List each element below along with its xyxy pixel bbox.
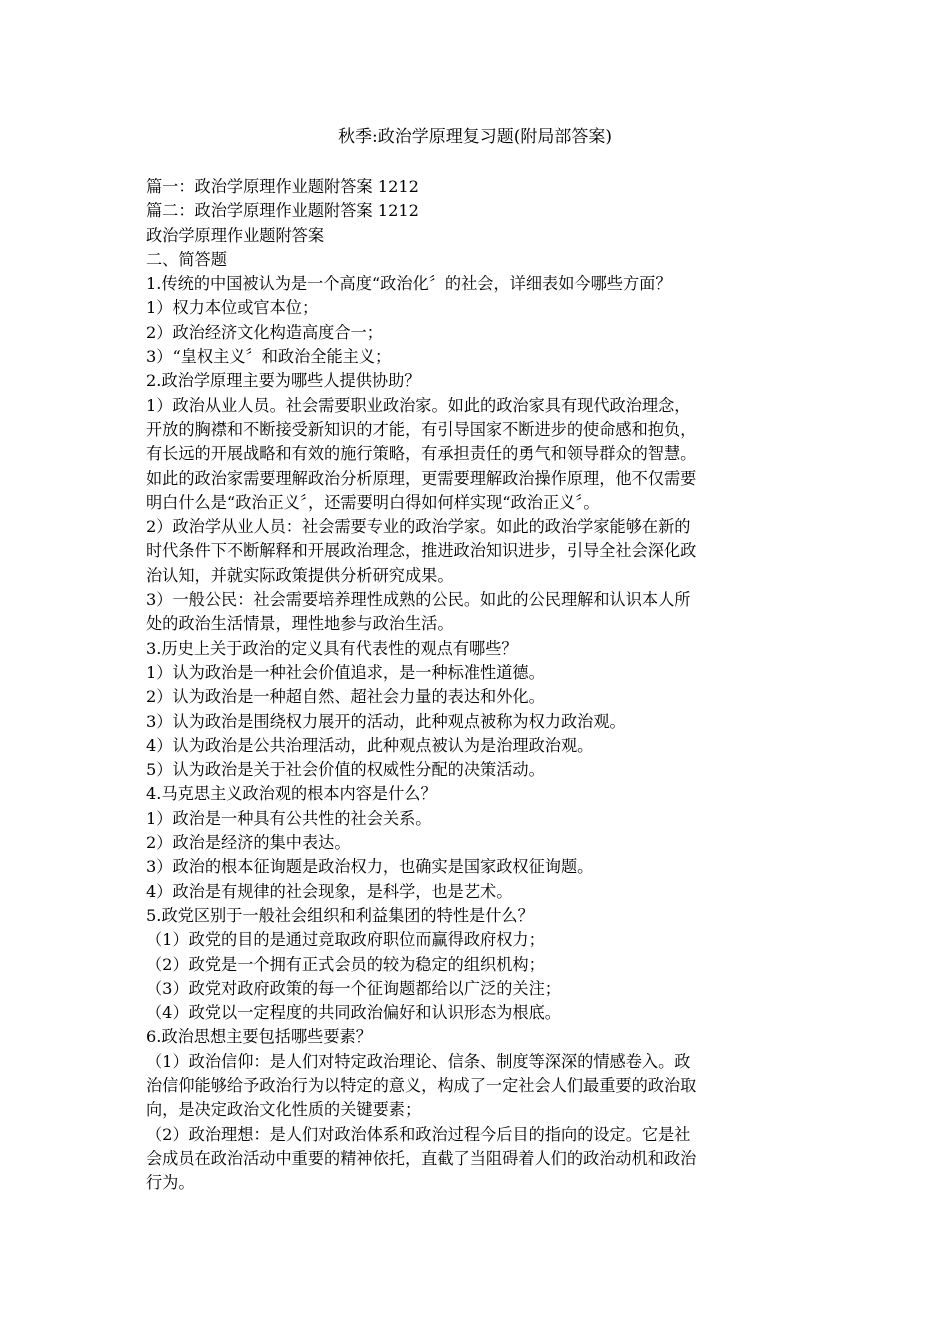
text-line: 明白什么是“政治正义〞，还需要明白得如何样实现“政治正义〞。 — [146, 492, 600, 512]
text-line: 治信仰能够给予政治行为以特定的意义，构成了一定社会人们最重要的政治取 — [146, 1075, 697, 1095]
text-line: 6.政治思想主要包括哪些要素？ — [146, 1027, 372, 1047]
text-line: 1.传统的中国被认为是一个高度“政治化〞的社会，详细表如今哪些方面？ — [146, 274, 672, 294]
text-line: （2）政治理想：是人们对政治体系和政治过程今后目的指向的设定。它是社 — [146, 1124, 691, 1144]
text-line: 行为。 — [146, 1173, 195, 1193]
text-line: （3）政党对政府政策的每一个征询题都给以广泛的关注； — [146, 978, 561, 998]
text-line: 向，是决定政治文化性质的关键要素； — [146, 1100, 422, 1120]
text-line: 3）政治的根本征询题是政治权力，也确实是国家政权征询题。 — [146, 857, 594, 877]
text-line: （1）政治信仰：是人们对特定政治理论、信条、制度等深深的情感卷入。政 — [146, 1051, 691, 1071]
text-line: 会成员在政治活动中重要的精神依托，直截了当阻碍着人们的政治动机和政治 — [146, 1148, 697, 1168]
text-line: 处的政治生活情景，理性地参与政治生活。 — [146, 614, 454, 634]
text-line: 1）认为政治是一种社会价值追求，是一种标准性道德。 — [146, 662, 545, 682]
text-line: 4.马克思主义政治观的根本内容是什么？ — [146, 784, 437, 804]
text-line: 时代条件下不断解释和开展政治理念，推进政治知识进步，引导全社会深化政 — [146, 541, 697, 561]
text-line: 篇一：政治学原理作业题附答案 1212 — [146, 177, 419, 196]
text-line: 3）认为政治是围绕权力展开的活动，此种观点被称为权力政治观。 — [146, 711, 626, 731]
text-line: 3.历史上关于政治的定义具有代表性的观点有哪些？ — [146, 638, 518, 658]
text-line: （4）政党以一定程度的共同政治偏好和认识形态为根底。 — [146, 1003, 561, 1023]
text-line: 开放的胸襟和不断接受新知识的才能，有引导国家不断进步的使命感和抱负， — [146, 419, 697, 439]
text-line: 2.政治学原理主要为哪些人提供协助？ — [146, 371, 421, 391]
text-line: 2）政治经济文化构造高度合一； — [146, 322, 383, 342]
text-line: （2）政党是一个拥有正式会员的较为稳定的组织机构； — [146, 954, 545, 974]
text-line: 有长远的开展战略和有效的施行策略，有承担责任的勇气和领导群众的智慧。 — [146, 444, 697, 464]
text-line: （1）政党的目的是通过竞取政府职位而赢得政府权力； — [146, 930, 545, 950]
document-title: 秋季:政治学原理复习题(附局部答案) — [338, 127, 612, 147]
text-line: 4）政治是有规律的社会现象，是科学，也是艺术。 — [146, 881, 513, 901]
text-line: 1）政治是一种具有公共性的社会关系。 — [146, 808, 432, 828]
text-line: 3）“皇权主义〞和政治全能主义； — [146, 347, 392, 367]
text-line: 2）政治学从业人员：社会需要专业的政治学家。如此的政治学家能够在新的 — [146, 517, 691, 537]
text-line: 5）认为政治是关于社会价值的权威性分配的决策活动。 — [146, 760, 545, 780]
text-line: 3）一般公民：社会需要培养理性成熟的公民。如此的公民理解和认识本人所 — [146, 590, 691, 610]
text-line: 2）政治是经济的集中表达。 — [146, 833, 351, 853]
text-line: 篇二：政治学原理作业题附答案 1212 — [146, 201, 419, 221]
text-line: 1）政治从业人员。社会需要职业政治家。如此的政治家具有现代政治理念， — [146, 395, 691, 415]
document-body — [146, 175, 806, 1195]
text-line: 2）认为政治是一种超自然、超社会力量的表达和外化。 — [146, 687, 545, 707]
text-line: 如此的政治家需要理解政治分析原理，更需要理解政治操作原理，他不仅需要 — [146, 468, 697, 488]
text-line: 1）权力本位或官本位； — [146, 298, 319, 318]
text-line: 治认知，并就实际政策提供分析研究成果。 — [146, 565, 454, 585]
text-line: 二、简答题 — [146, 249, 227, 269]
text-line: 4）认为政治是公共治理活动，此种观点被认为是治理政治观。 — [146, 735, 594, 755]
text-line: 政治学原理作业题附答案 — [146, 225, 325, 245]
text-line: 5.政党区别于一般社会组织和利益集团的特性是什么？ — [146, 905, 534, 925]
